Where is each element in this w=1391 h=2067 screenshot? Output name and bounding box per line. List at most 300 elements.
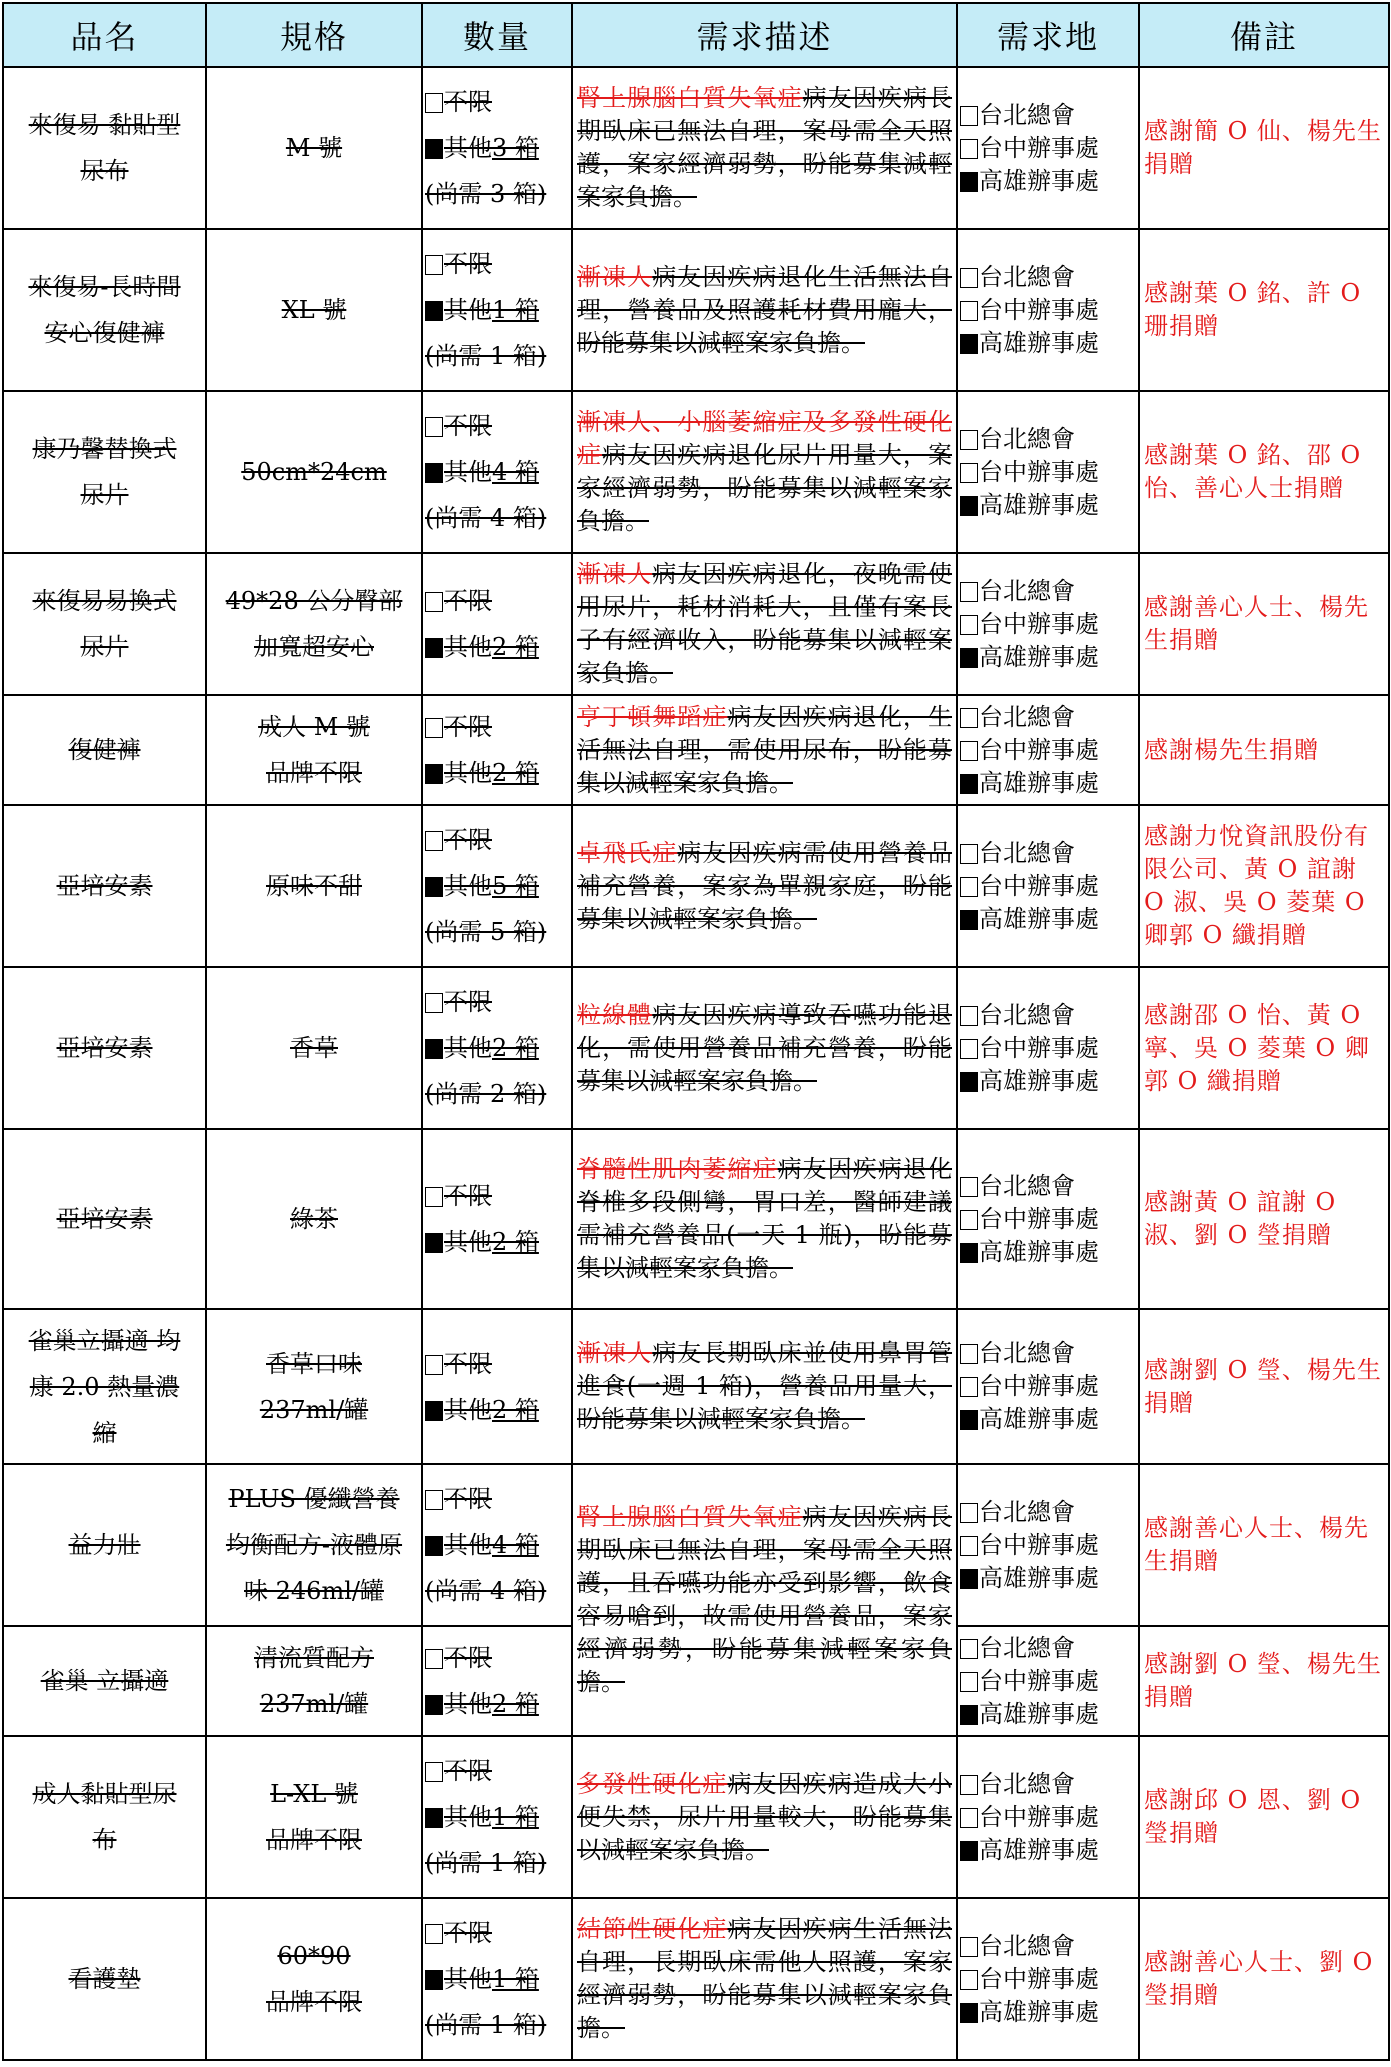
cell-note: 感謝邵 O 怡、黃 O 寧、吳 O 菱葉 O 卿郭 O 纖捐贈 [1139, 967, 1389, 1129]
item-name-line: 看護墊 [68, 1965, 141, 1993]
check-line [960, 1065, 1136, 1098]
loc-kaohsiung-checkbox[interactable] [960, 1569, 978, 1589]
qty-other-label: 其他 [444, 296, 492, 324]
loc-kaohsiung-checkbox[interactable] [960, 910, 978, 930]
cell-name [3, 1464, 206, 1626]
qty-unlimited-checkbox[interactable] [425, 255, 443, 275]
qty-unlimited-label: 不限 [444, 1919, 492, 1947]
check-line [425, 624, 569, 670]
cell-name [3, 1309, 206, 1464]
loc-kaohsiung-checkbox[interactable] [960, 1841, 978, 1861]
check-line [960, 1236, 1136, 1269]
qty-other-checkbox[interactable] [425, 1695, 443, 1715]
loc-taichung-label: 台中辦事處 [979, 735, 1099, 764]
cell-qty [422, 391, 572, 553]
loc-taipei-label: 台北總會 [979, 702, 1075, 731]
check-line [960, 132, 1136, 165]
donation-needs-table [2, 2, 1390, 2061]
cell-name [3, 1129, 206, 1309]
qty-unlimited-label: 不限 [444, 988, 492, 1016]
check-line [425, 241, 569, 287]
cell-description [572, 1464, 957, 1736]
cell-note: 感謝善心人士、楊先生捐贈 [1139, 1464, 1389, 1626]
disease-name: 漸凍人 [577, 262, 653, 291]
qty-unlimited-label: 不限 [444, 250, 492, 278]
loc-taichung-checkbox[interactable] [960, 877, 978, 897]
qty-other-amount: 2 箱 [492, 1690, 539, 1718]
disease-name: 漸凍人、小腦萎縮症及多發性硬化症 [577, 408, 952, 469]
loc-kaohsiung-label: 高雄辦事處 [979, 1405, 1099, 1433]
loc-kaohsiung-checkbox[interactable] [960, 172, 978, 192]
disease-name: 脊髓性肌肉萎縮症 [577, 1155, 778, 1183]
description-text: 病友因疾病退化生活無法自理，營養品及照護耗材費用龐大，盼能募集以減輕案家負擔。 [577, 262, 953, 357]
table-header [3, 3, 1389, 67]
qty-other-label: 其他 [444, 134, 492, 162]
cell-name [3, 695, 206, 805]
description-text: 病友因疾病生活無法自理，長期臥床需他人照護，案家經濟弱勢，盼能募集以減輕案家負擔。 [577, 1915, 953, 2042]
check-line [960, 1032, 1136, 1065]
cell-spec [206, 1898, 422, 2060]
description-text: 病友因疾病退化尿片用量大，案家經濟弱勢，盼能募集以減輕案家負擔。 [577, 441, 953, 535]
check-line [960, 575, 1136, 608]
qty-other-checkbox[interactable] [425, 1401, 443, 1421]
loc-taichung-label: 台中辦事處 [979, 457, 1099, 486]
item-name-line: 來復易 黏貼型 [28, 111, 181, 139]
item-name-line: 雀巢 立攝適 [40, 1667, 169, 1695]
qty-unlimited-checkbox[interactable] [425, 592, 443, 612]
check-line [960, 837, 1136, 870]
check-line [425, 1387, 569, 1433]
item-spec-line: M 號 [285, 134, 343, 162]
check-line [425, 817, 569, 863]
item-spec-line: 60*90 [277, 1942, 351, 1970]
cell-qty [422, 1898, 572, 2060]
description-text: 病友因疾病長期臥床已無法自理，案母需全天照護，案家經濟弱勢，盼能募集減輕案家負擔。 [577, 84, 953, 211]
check-line [960, 423, 1136, 456]
item-name-line: 益力壯 [68, 1531, 141, 1559]
cell-spec [206, 229, 422, 391]
check-line [960, 608, 1136, 641]
check-line [425, 79, 569, 125]
check-line [425, 1341, 569, 1387]
cell-note: 感謝黃 O 誼謝 O 淑、劉 O 瑩捐贈 [1139, 1129, 1389, 1309]
loc-taipei-checkbox[interactable] [960, 1177, 978, 1197]
cell-spec [206, 1309, 422, 1464]
loc-taichung-checkbox[interactable] [960, 463, 978, 483]
check-line [425, 863, 569, 909]
check-line [425, 578, 569, 624]
cell-note: 感謝邱 O 恩、劉 O 瑩捐贈 [1139, 1736, 1389, 1898]
loc-taipei-label: 台北總會 [979, 1633, 1075, 1662]
loc-kaohsiung-checkbox[interactable] [960, 1410, 978, 1430]
cell-note: 感謝楊先生捐贈 [1139, 695, 1389, 805]
loc-taipei-checkbox[interactable] [960, 1937, 978, 1957]
check-line [425, 1476, 569, 1522]
check-line [425, 1219, 569, 1265]
item-spec-line: 49*28 公分臀部 [225, 587, 403, 615]
loc-kaohsiung-label: 高雄辦事處 [979, 328, 1099, 357]
item-spec-line: L-XL 號 [270, 1780, 358, 1808]
cell-spec [206, 1626, 422, 1736]
qty-other-label: 其他 [444, 1803, 492, 1831]
loc-taichung-label: 台中辦事處 [979, 871, 1099, 900]
loc-kaohsiung-checkbox[interactable] [960, 774, 978, 794]
qty-unlimited-checkbox[interactable] [425, 93, 443, 113]
loc-kaohsiung-checkbox[interactable] [960, 648, 978, 668]
item-spec-line: 237ml/罐 [259, 1395, 369, 1424]
qty-unlimited-checkbox[interactable] [425, 1762, 443, 1782]
check-line [960, 1801, 1136, 1834]
check-line [960, 1337, 1136, 1370]
cell-name [3, 1626, 206, 1736]
cell-description [572, 553, 957, 695]
check-line [960, 1996, 1136, 2029]
cell-qty [422, 1309, 572, 1464]
cell-name [3, 553, 206, 695]
qty-unlimited-checkbox[interactable] [425, 718, 443, 738]
table-row [3, 1898, 1389, 2060]
check-line [425, 1681, 569, 1727]
loc-taichung-checkbox[interactable] [960, 1536, 978, 1556]
check-line [425, 1522, 569, 1568]
loc-taipei-label: 台北總會 [979, 262, 1075, 291]
cell-qty [422, 67, 572, 229]
qty-other-amount: 2 箱 [492, 633, 539, 661]
loc-taipei-label: 台北總會 [979, 100, 1075, 129]
check-line [960, 1203, 1136, 1236]
table-row [3, 695, 1389, 805]
qty-other-label: 其他 [444, 759, 492, 787]
qty-other-amount: 2 箱 [492, 1228, 539, 1256]
table-row [3, 553, 1389, 695]
check-line [960, 1562, 1136, 1595]
check-line [960, 327, 1136, 360]
qty-unlimited-checkbox[interactable] [425, 831, 443, 851]
item-name-line: 布 [92, 1826, 117, 1854]
header-location: 需求地 [957, 3, 1139, 67]
cell-location [957, 1626, 1139, 1736]
description-text: 病友因疾病退化，夜晚需使用尿片，耗材消耗大，且僅有案長子有經濟收入，盼能募集以減輕案家負擔。 [577, 560, 953, 687]
cell-description [572, 967, 957, 1129]
check-line [960, 294, 1136, 327]
item-name-line: 康乃馨替換式 [32, 435, 177, 463]
qty-other-checkbox[interactable] [425, 1970, 443, 1990]
cell-location [957, 229, 1139, 391]
loc-kaohsiung-label: 高雄辦事處 [979, 1563, 1099, 1592]
loc-taipei-label: 台北總會 [979, 838, 1075, 867]
item-spec-line: 品牌不限 [266, 1826, 362, 1854]
header-name: 品名 [3, 3, 206, 67]
check-line [425, 449, 569, 495]
item-spec-line: PLUS 優纖營養 [228, 1485, 400, 1513]
loc-kaohsiung-checkbox[interactable] [960, 334, 978, 354]
loc-kaohsiung-label: 高雄辦事處 [979, 642, 1099, 671]
qty-unlimited-label: 不限 [444, 412, 492, 440]
qty-other-checkbox[interactable] [425, 463, 443, 483]
cell-qty [422, 1736, 572, 1898]
cell-description [572, 229, 957, 391]
loc-kaohsiung-label: 高雄辦事處 [979, 490, 1099, 519]
cell-name [3, 805, 206, 967]
check-line [960, 1170, 1136, 1203]
item-spec-line: 均衡配方-液體原 [225, 1531, 403, 1559]
qty-unlimited-checkbox[interactable] [425, 1649, 443, 1669]
cell-description [572, 1129, 957, 1309]
loc-kaohsiung-checkbox[interactable] [960, 1072, 978, 1092]
cell-description [572, 1736, 957, 1898]
loc-taipei-checkbox[interactable] [960, 708, 978, 728]
cell-note: 感謝簡 O 仙、楊先生捐贈 [1139, 67, 1389, 229]
check-line [425, 979, 569, 1025]
qty-other-label: 其他 [444, 1690, 492, 1718]
item-name-line: 縮 [92, 1418, 117, 1447]
item-spec-line: 品牌不限 [266, 1988, 362, 2016]
loc-taipei-checkbox[interactable] [960, 1344, 978, 1364]
check-line [425, 1748, 569, 1794]
cell-location [957, 1736, 1139, 1898]
qty-other-checkbox[interactable] [425, 638, 443, 658]
cell-description [572, 1309, 957, 1464]
cell-location [957, 553, 1139, 695]
cell-qty [422, 1626, 572, 1736]
loc-kaohsiung-checkbox[interactable] [960, 1705, 978, 1725]
qty-other-amount: 4 箱 [492, 458, 539, 486]
check-line [425, 750, 569, 796]
loc-taipei-checkbox[interactable] [960, 268, 978, 288]
loc-taipei-checkbox[interactable] [960, 1775, 978, 1795]
loc-taipei-checkbox[interactable] [960, 1503, 978, 1523]
cell-location [957, 1898, 1139, 2060]
cell-spec [206, 805, 422, 967]
qty-unlimited-label: 不限 [444, 1182, 492, 1210]
cell-location [957, 1464, 1139, 1626]
cell-spec [206, 391, 422, 553]
cell-location [957, 67, 1139, 229]
table-row [3, 1736, 1389, 1898]
check-line [960, 999, 1136, 1032]
qty-other-checkbox[interactable] [425, 764, 443, 784]
qty-unlimited-label: 不限 [444, 587, 492, 615]
qty-other-amount: 1 箱 [492, 296, 539, 324]
check-line [960, 767, 1136, 800]
item-spec-line: 50cm*24cm [241, 458, 387, 486]
qty-unlimited-label: 不限 [444, 1757, 492, 1785]
loc-taipei-checkbox[interactable] [960, 1006, 978, 1026]
check-line [960, 261, 1136, 294]
qty-other-amount: 3 箱 [492, 134, 539, 162]
cell-qty [422, 553, 572, 695]
cell-spec [206, 967, 422, 1129]
qty-other-label: 其他 [444, 872, 492, 900]
table-row [3, 229, 1389, 391]
qty-other-checkbox[interactable] [425, 139, 443, 159]
qty-other-checkbox[interactable] [425, 1233, 443, 1253]
cell-location [957, 805, 1139, 967]
loc-taichung-checkbox[interactable] [960, 1039, 978, 1059]
qty-other-label: 其他 [444, 458, 492, 486]
cell-note: 感謝劉 O 瑩、楊先生捐贈 [1139, 1626, 1389, 1736]
loc-taichung-checkbox[interactable] [960, 139, 978, 159]
qty-unlimited-checkbox[interactable] [425, 993, 443, 1013]
item-name-line: 尿布 [80, 157, 129, 185]
loc-kaohsiung-label: 高雄辦事處 [979, 1237, 1099, 1266]
header-desc: 需求描述 [572, 3, 957, 67]
check-line [960, 701, 1136, 734]
cell-name [3, 229, 206, 391]
cell-location [957, 391, 1139, 553]
loc-kaohsiung-checkbox[interactable] [960, 496, 978, 516]
loc-taichung-checkbox[interactable] [960, 1672, 978, 1692]
item-name-line: 安心復健褲 [44, 319, 165, 347]
cell-spec [206, 1464, 422, 1626]
cell-name [3, 391, 206, 553]
item-name-line: 復健褲 [68, 736, 141, 764]
cell-description [572, 695, 957, 805]
cell-note: 感謝葉 O 銘、許 O 珊捐贈 [1139, 229, 1389, 391]
disease-name: 亨丁頓舞蹈症 [577, 702, 728, 731]
check-line [960, 1834, 1136, 1867]
disease-name: 漸凍人 [577, 1339, 653, 1367]
qty-remaining: (尚需 5 箱) [425, 918, 547, 946]
loc-taichung-label: 台中辦事處 [979, 1204, 1099, 1233]
qty-remaining: (尚需 3 箱) [425, 180, 547, 208]
table-row [3, 1309, 1389, 1464]
loc-taichung-checkbox[interactable] [960, 1210, 978, 1230]
cell-name [3, 1898, 206, 2060]
cell-qty [422, 229, 572, 391]
loc-taichung-checkbox[interactable] [960, 741, 978, 761]
loc-taipei-checkbox[interactable] [960, 1639, 978, 1659]
loc-taipei-label: 台北總會 [979, 1000, 1075, 1029]
check-line [425, 125, 569, 171]
qty-other-amount: 2 箱 [492, 759, 539, 787]
check-line [960, 870, 1136, 903]
description-text: 病友因疾病導致吞嚥功能退化，需使用營養品補充營養，盼能募集以減輕案家負擔。 [577, 1000, 953, 1095]
disease-name: 腎上腺腦白質失氧症 [577, 1503, 803, 1531]
loc-taichung-label: 台中辦事處 [979, 133, 1099, 162]
loc-taipei-label: 台北總會 [979, 1931, 1075, 1960]
check-line [960, 903, 1136, 936]
qty-unlimited-label: 不限 [444, 1349, 492, 1378]
item-spec-line: 品牌不限 [266, 759, 362, 787]
check-line [960, 734, 1136, 767]
qty-unlimited-checkbox[interactable] [425, 1355, 443, 1375]
qty-remaining: (尚需 1 箱) [425, 2011, 547, 2039]
check-line [425, 1025, 569, 1071]
qty-unlimited-checkbox[interactable] [425, 1187, 443, 1207]
cell-spec [206, 553, 422, 695]
loc-taipei-checkbox[interactable] [960, 106, 978, 126]
description-text: 病友長期臥床並使用鼻胃管進食(一週 1 箱)，營養品用量大，盼能募集以減輕案家負擔。 [577, 1339, 953, 1433]
loc-taipei-label: 台北總會 [979, 1769, 1075, 1798]
table-row [3, 67, 1389, 229]
loc-taichung-checkbox[interactable] [960, 1808, 978, 1828]
check-line [960, 165, 1136, 198]
disease-name: 多發性硬化症 [577, 1769, 728, 1798]
qty-other-label: 其他 [444, 1395, 492, 1424]
loc-taichung-checkbox[interactable] [960, 301, 978, 321]
cell-description [572, 1898, 957, 2060]
loc-taichung-checkbox[interactable] [960, 615, 978, 635]
loc-taipei-label: 台北總會 [979, 1497, 1075, 1526]
item-spec-line: 綠茶 [290, 1205, 338, 1233]
loc-kaohsiung-checkbox[interactable] [960, 2003, 978, 2023]
qty-unlimited-checkbox[interactable] [425, 1490, 443, 1510]
item-name-line: 尿片 [80, 633, 129, 661]
qty-unlimited-checkbox[interactable] [425, 417, 443, 437]
check-line [960, 1698, 1136, 1731]
qty-other-label: 其他 [444, 633, 492, 661]
qty-other-amount: 1 箱 [492, 1803, 539, 1831]
item-spec-line: 237ml/罐 [259, 1690, 369, 1718]
item-spec-line: 香草 [290, 1034, 338, 1062]
check-line [960, 1403, 1136, 1436]
qty-other-checkbox[interactable] [425, 877, 443, 897]
check-line [960, 1930, 1136, 1963]
qty-other-checkbox[interactable] [425, 301, 443, 321]
cell-qty [422, 805, 572, 967]
loc-taichung-checkbox[interactable] [960, 1377, 978, 1397]
cell-qty [422, 1129, 572, 1309]
qty-other-checkbox[interactable] [425, 1039, 443, 1059]
item-name-line: 雀巢立攝適 均 [28, 1326, 181, 1355]
disease-name: 腎上腺腦白質失氧症 [577, 84, 803, 112]
cell-location [957, 967, 1139, 1129]
loc-kaohsiung-label: 高雄辦事處 [979, 1835, 1099, 1864]
loc-kaohsiung-label: 高雄辦事處 [979, 1066, 1099, 1095]
table-row [3, 805, 1389, 967]
qty-remaining: (尚需 4 箱) [425, 504, 547, 532]
cell-note: 感謝善心人士、劉 O 瑩捐贈 [1139, 1898, 1389, 2060]
item-name-line: 來復易易換式 [32, 587, 177, 615]
item-name-line: 成人黏貼型尿 [32, 1780, 177, 1808]
cell-note: 感謝劉 O 瑩、楊先生捐贈 [1139, 1309, 1389, 1464]
loc-taipei-checkbox[interactable] [960, 844, 978, 864]
loc-taipei-checkbox[interactable] [960, 430, 978, 450]
description-text: 病友因疾病退化，生活無法自理，需使用尿布，盼能募集以減輕案家負擔。 [577, 702, 953, 797]
cell-spec [206, 67, 422, 229]
loc-taipei-label: 台北總會 [979, 424, 1075, 453]
header-spec: 規格 [206, 3, 422, 67]
qty-other-amount: 4 箱 [492, 1531, 539, 1559]
check-line [425, 1956, 569, 2002]
qty-unlimited-checkbox[interactable] [425, 1924, 443, 1944]
cell-note: 感謝葉 O 銘、邵 O 怡、善心人士捐贈 [1139, 391, 1389, 553]
check-line [960, 1370, 1136, 1403]
qty-other-label: 其他 [444, 1531, 492, 1559]
cell-name [3, 967, 206, 1129]
loc-kaohsiung-checkbox[interactable] [960, 1243, 978, 1263]
cell-description [572, 391, 957, 553]
cell-qty [422, 967, 572, 1129]
qty-other-checkbox[interactable] [425, 1536, 443, 1556]
qty-other-checkbox[interactable] [425, 1808, 443, 1828]
loc-taichung-label: 台中辦事處 [979, 1666, 1099, 1695]
qty-other-amount: 5 箱 [492, 872, 539, 900]
qty-other-amount: 1 箱 [492, 1965, 539, 1993]
loc-taichung-label: 台中辦事處 [979, 1033, 1099, 1062]
item-spec-line: 成人 M 號 [258, 713, 370, 741]
item-spec-line: 味 246ml/罐 [244, 1577, 384, 1605]
loc-taipei-checkbox[interactable] [960, 582, 978, 602]
qty-other-label: 其他 [444, 1228, 492, 1256]
cell-spec [206, 1129, 422, 1309]
cell-location [957, 1309, 1139, 1464]
disease-name: 結節性硬化症 [577, 1915, 728, 1943]
loc-taichung-checkbox[interactable] [960, 1970, 978, 1990]
item-name-line: 亞培安素 [56, 1034, 153, 1062]
loc-taichung-label: 台中辦事處 [979, 1530, 1099, 1559]
